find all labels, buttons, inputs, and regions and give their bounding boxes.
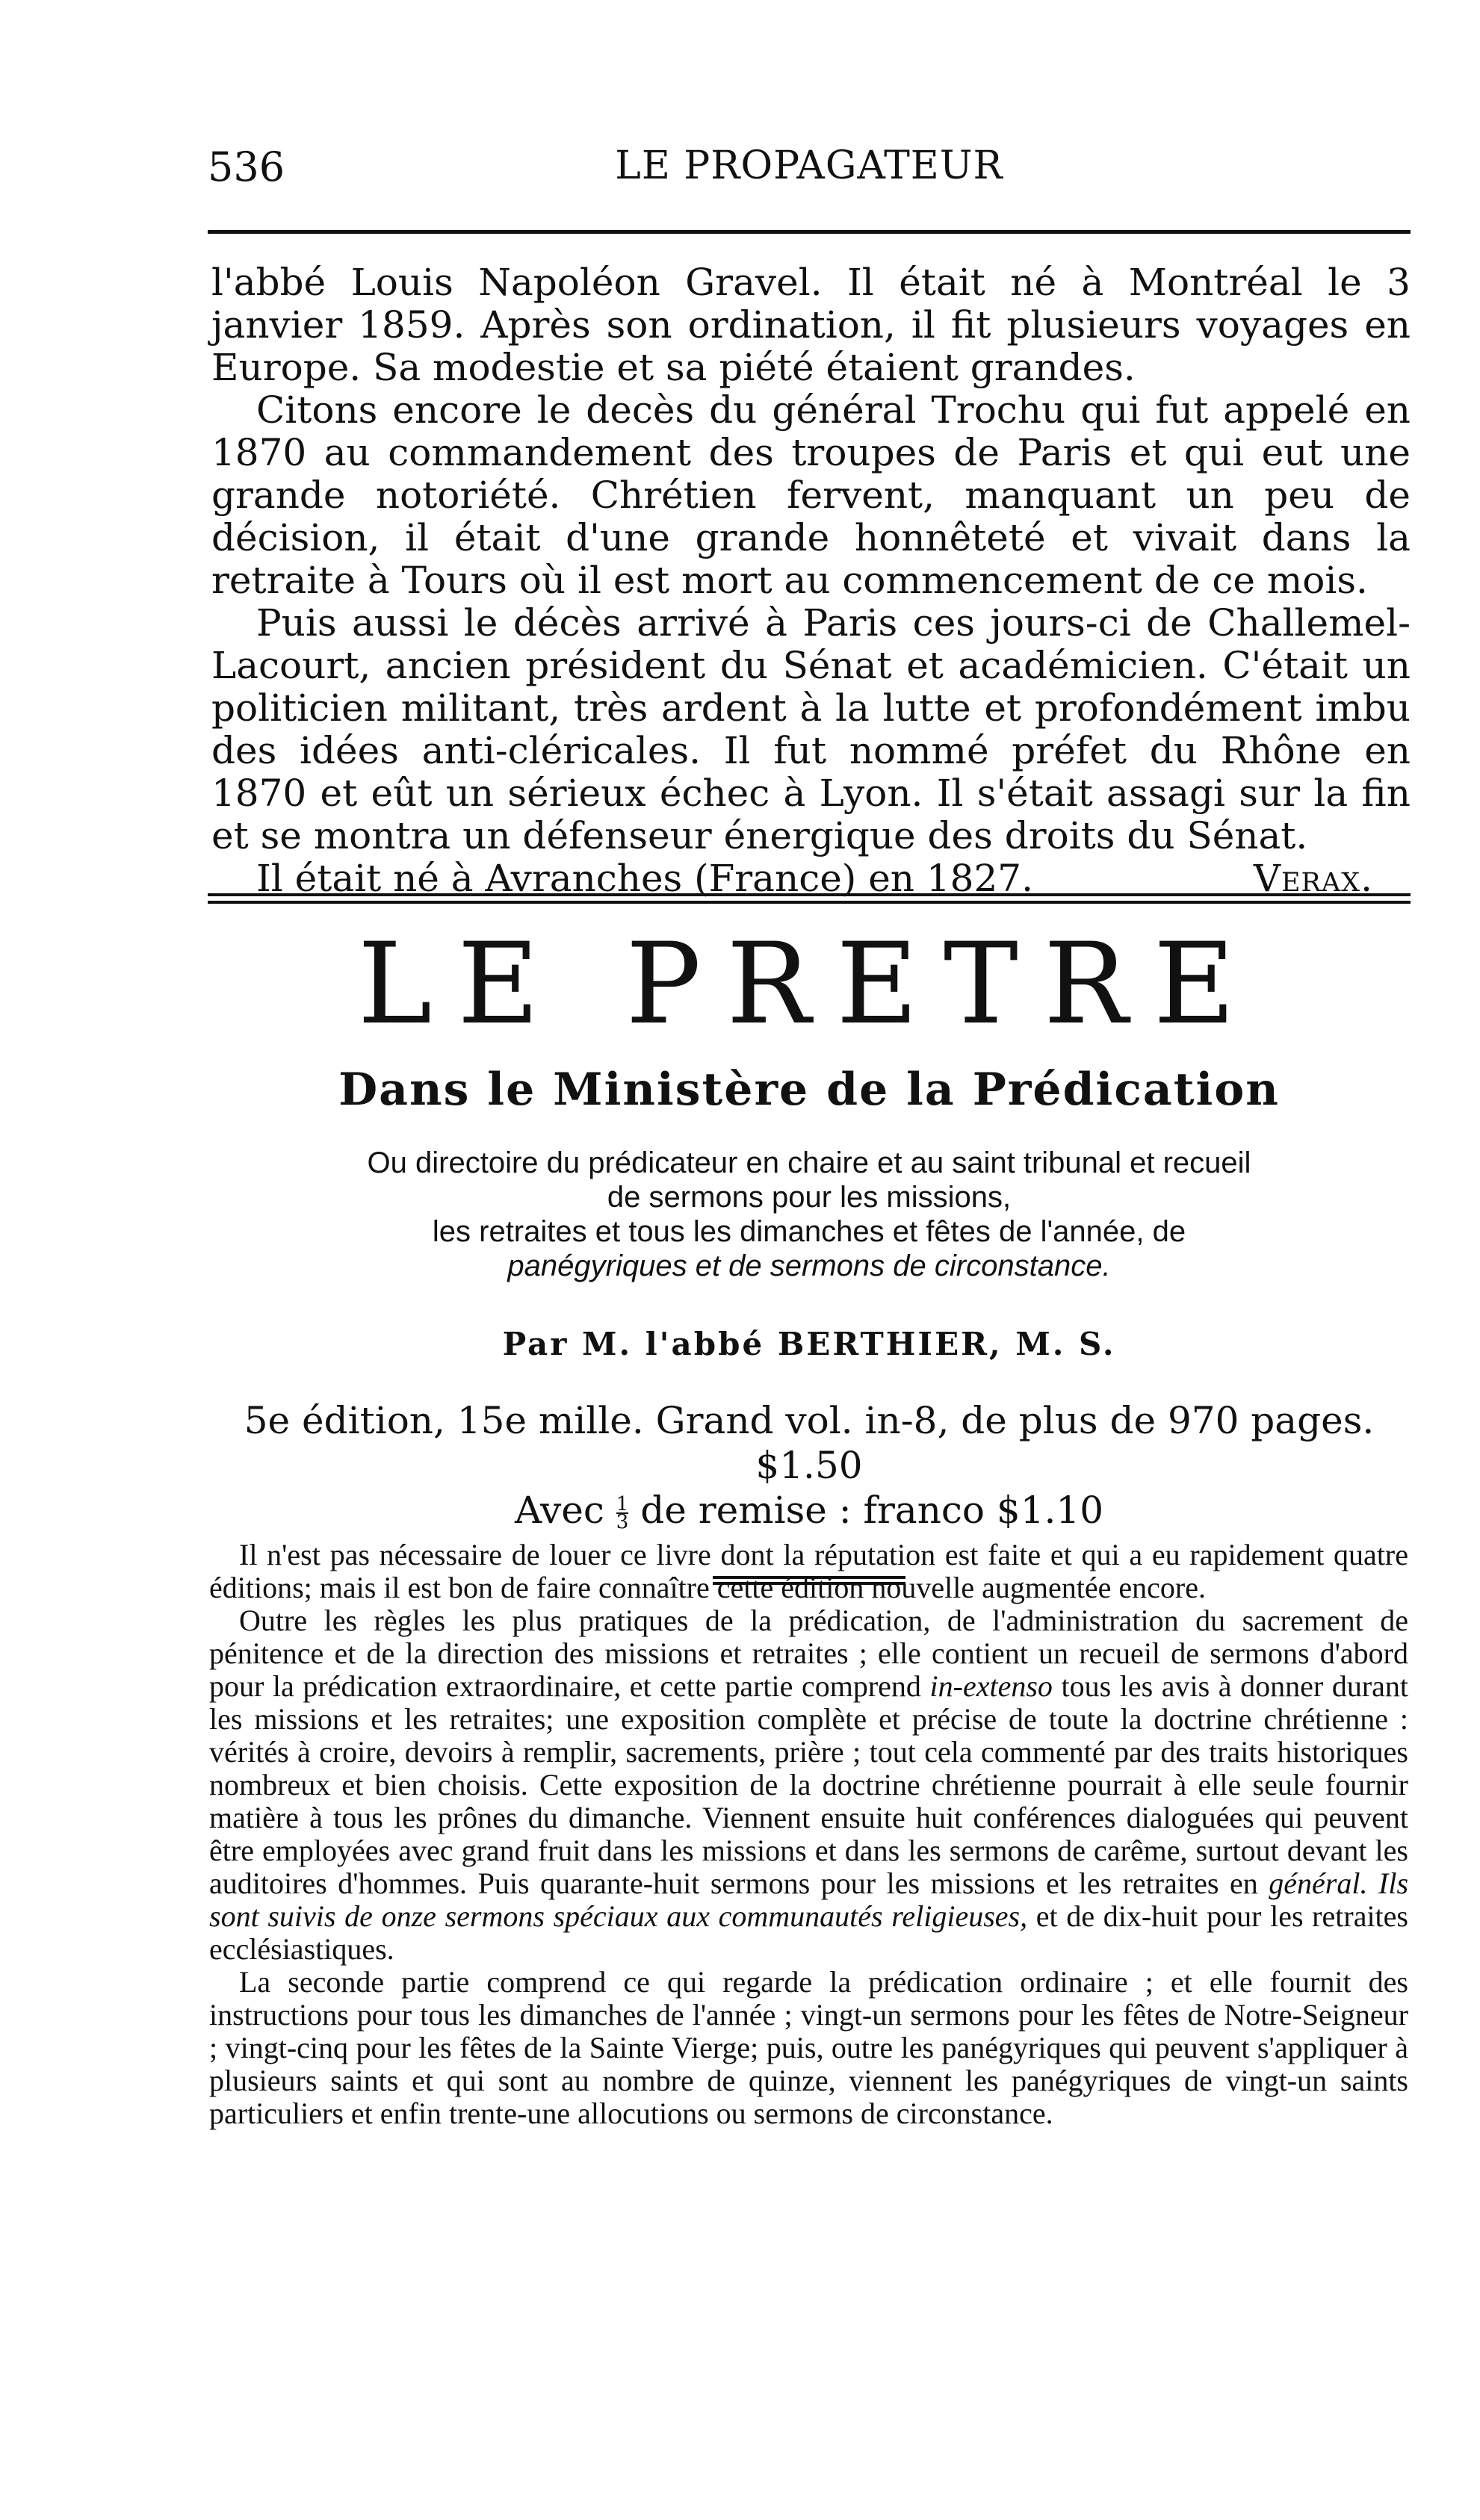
ad-price <box>208 1398 1411 1533</box>
ad-discount-suffix: de remise : franco $1.10 <box>640 1489 1104 1532</box>
review-italic-text: général. Ils sont suivis de onze sermons spéciaux aux communautés religieuses, <box>209 1866 1409 1933</box>
ad-description-line: les retraites et tous les dimanches et fêtes de l'année, de <box>432 1215 1186 1248</box>
section-divider <box>208 893 1411 904</box>
ad-description-line: de sermons pour les missions, <box>607 1181 1012 1214</box>
ad-discount-line <box>208 1488 1411 1533</box>
ad-title: LE PRETRE <box>357 919 1261 1049</box>
obituary-paragraph: Citons encore le decès du général Trochu qui fut appelé en 1870 au commandement des troupes de Paris et qui eut une grande notoriété. Chrétien fervent, manquant un peu de décision, il était d'une grande honnêteté et vivait dans la retraite à Tours où il est mort au commencement de ce mois. <box>211 388 1411 602</box>
ad-description-line: Ou directoire du prédicateur en chaire et au saint tribunal et recueil <box>367 1146 1251 1179</box>
obituary-section <box>211 261 1411 900</box>
ad-description-line: panégyriques et de sermons de circonstance. <box>507 1250 1111 1282</box>
obituary-closing-sentence: Il était né à Avranches (France) en 1827. <box>256 857 1034 900</box>
book-advertisement <box>208 917 1411 1585</box>
fraction-denominator: 3 <box>616 1511 629 1533</box>
ad-description <box>208 1146 1411 1283</box>
author-signature: Verax. <box>1253 857 1373 900</box>
review-text: Outre les règles les plus pratiques de la prédication, de l'administration du sacrement de pénitence et de la direction des missions et retraites ; elle contient un recueil de sermons d'abord pour la prédication extraordinaire, et cette partie comprend <box>209 1604 1408 1703</box>
fraction-numerator: 1 <box>616 1493 629 1515</box>
header-rule <box>208 230 1411 234</box>
review-italic-text: in-extenso <box>929 1669 1053 1703</box>
ad-subtitle: Dans le Ministère de la Prédication <box>338 1064 1280 1116</box>
review-paragraph <box>209 1604 1408 1966</box>
obituary-paragraph: l'abbé Louis Napoléon Gravel. Il était né à Montréal le 3 janvier 1859. Après son ordination, il fit plusieurs voyages en Europe. Sa modestie et sa piété étaient grandes. <box>211 261 1411 389</box>
discount-fraction <box>616 1493 629 1533</box>
review-text: tous les avis à donner durant les missions et les retraites; une exposition complète et précise de toute la doctrine chrétienne : vérités à croire, devoirs à remplir, sacrements, prière ; tout cela commenté par des traits historiques nombreux et bien choisis. Cette exposition de la doctrine chrétienne pourrait à elle seule fournir matière à tous les prônes du dimanche. Viennent ensuite huit conférences dialoguées qui peuvent être employées avec grand fruit dans les missions et dans les sermons de carême, surtout devant les auditoires d'hommes. Puis quarante-huit sermons pour les missions et les retraites en <box>209 1669 1409 1900</box>
obituary-paragraph: Puis aussi le décès arrivé à Paris ces jours-ci de Challemel-Lacourt, ancien président du Sénat et académicien. C'était un politicien militant, très ardent à la lutte et profondément imbu des idées anti-cléricales. Il fut nommé préfet du Rhône en 1870 et eût un sérieux échec à Lyon. Il s'était assagi sur la fin et se montra un défenseur énergique des droits du Sénat. <box>211 601 1411 857</box>
review-text: et de dix-huit pour les retraites ecclésiastiques. <box>209 1899 1408 1966</box>
review-paragraph: La seconde partie comprend ce qui regarde la prédication ordinaire ; et elle fournit des instructions pour tous les dimanches de l'année ; vingt-un sermons pour les fêtes de Notre-Seigneur ; vingt-cinq pour les fêtes de la Sainte Vierge; puis, outre les panégyriques qui peuvent s'appliquer à plusieurs saints et qui sont au nombre de quinze, viennent les panégyriques de vingt-un saints particuliers et enfin trente-une allocutions ou sermons de circonstance. <box>209 1965 1408 2130</box>
ad-discount-prefix: Avec <box>514 1489 604 1532</box>
page-header <box>208 143 1411 203</box>
running-title: LE PROPAGATEUR <box>615 143 1003 188</box>
review-paragraph: Il n'est pas nécessaire de louer ce livre dont la réputation est faite et qui a eu rapidement quatre éditions; mais il est bon de faire connaître cette édition nouvelle augmentée encore. <box>209 1538 1408 1604</box>
ad-author: Par M. l'abbé BERTHIER, M. S. <box>502 1326 1116 1362</box>
page-number: 536 <box>208 143 285 190</box>
ad-price-line: 5e édition, 15e mille. Grand vol. in-8, de plus de 970 pages. $1.50 <box>244 1399 1375 1487</box>
book-review <box>209 1539 1408 2130</box>
